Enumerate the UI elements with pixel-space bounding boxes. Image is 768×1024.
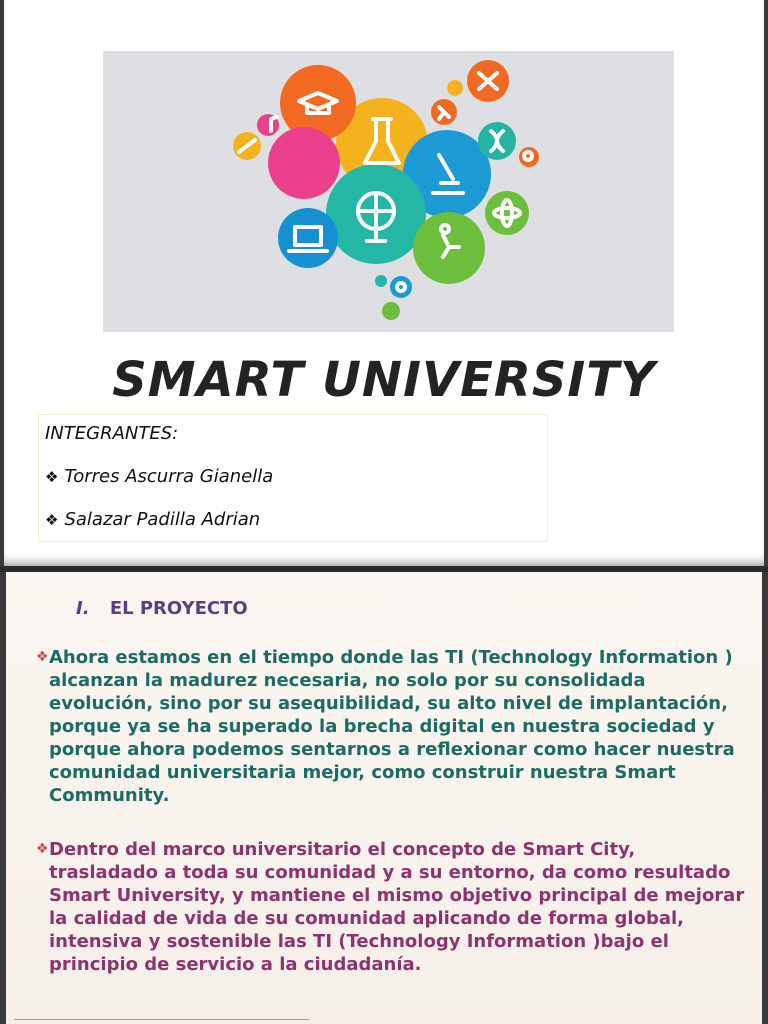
member-item — [45, 466, 541, 487]
member-item — [45, 509, 541, 530]
diamond-bullet-icon: ❖ — [45, 467, 59, 486]
member-name: Salazar Padilla Adrian — [64, 509, 261, 530]
section-number: I. — [76, 598, 90, 619]
diamond-bullet-icon: ❖ — [36, 649, 49, 665]
members-heading: INTEGRANTES: — [45, 423, 179, 444]
members-box — [38, 414, 548, 542]
presentation-title: SMART UNIVERSITY — [112, 352, 656, 408]
section-title: EL PROYECTO — [109, 598, 248, 619]
pink-circle — [268, 127, 340, 199]
paragraph-1-text: Ahora estamos en el tiempo donde las TI (Technology Information ) alcanzan la madurez necesaria, no solo por su consolidada evolución, sino por su asequibilidad, su alto nivel de implantación, porque ya se ha superado la brecha digital en nuestra sociedad y porque ahora podemos sentarnos a reflexionar como hacer nuestra comunidad universitaria mejor, como construir nuestra Smart Community. — [49, 647, 735, 806]
footer-divider — [14, 1019, 309, 1020]
computer-circle — [278, 208, 338, 268]
paragraph-1 — [36, 646, 748, 807]
paragraph-2 — [36, 838, 748, 976]
hero-illustration — [103, 51, 674, 332]
section-heading — [76, 598, 248, 619]
member-name: Torres Ascurra Gianella — [64, 466, 274, 487]
diamond-bullet-icon: ❖ — [36, 841, 49, 857]
diamond-bullet-icon: ❖ — [45, 510, 59, 529]
paragraph-2-text: Dentro del marco universitario el concepto de Smart City, trasladado a toda su comunidad y a su entorno, da como resultado Smart University, y mantiene el mismo objetivo principal de mejorar la calidad de vida de su comunidad aplicando de forma global, intensiva y sostenible las TI (Technology Information )bajo el principio de servicio a la ciudadanía. — [49, 839, 745, 975]
